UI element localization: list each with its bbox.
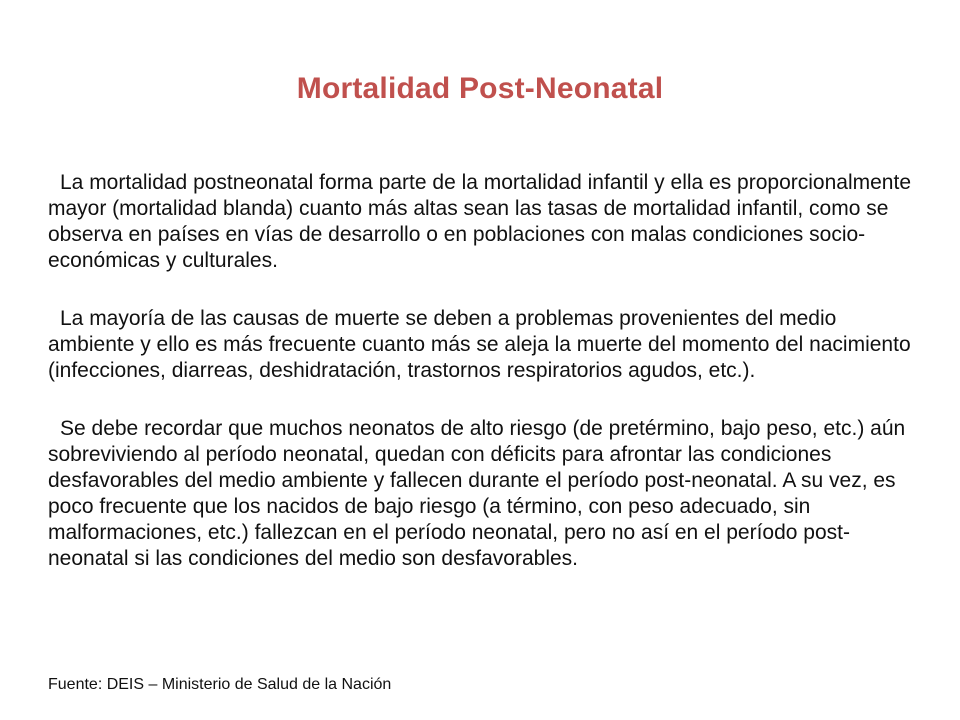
slide-title: Mortalidad Post-Neonatal bbox=[296, 72, 664, 105]
slide-body bbox=[48, 170, 914, 604]
paragraph-postneonatal-definition: La mortalidad postneonatal forma parte de la mortalidad infantil y ella es proporcionalmente mayor (mortalidad blanda) cuanto más altas sean las tasas de mortalidad infantil, como se observa en países en vías de desarrollo o en poblaciones con malas condiciones socio-económicas y culturales. bbox=[48, 171, 911, 272]
paragraph-causes-of-death: La mayoría de las causas de muerte se deben a problemas provenientes del medio ambiente y ello es más frecuente cuanto más se aleja la muerte del momento del nacimiento (infecciones, diarreas, deshidratación, trastornos respiratorios agudos, etc.). bbox=[48, 307, 911, 382]
source-citation: Fuente: DEIS – Ministerio de Salud de la Nación bbox=[48, 676, 392, 693]
paragraph-high-risk-neonates: Se debe recordar que muchos neonatos de alto riesgo (de pretérmino, bajo peso, etc.) aún sobreviviendo al período neonatal, quedan con déficits para afrontar las condiciones desfavorables del medio ambiente y fallecen durante el período post-neonatal. A su vez, es poco frecuente que los nacidos de bajo riesgo (a término, con peso adecuado, sin malformaciones, etc.) fallezcan en el período neonatal, pero no así en el período post-neonatal si las condiciones del medio son desfavorables. bbox=[48, 417, 906, 570]
